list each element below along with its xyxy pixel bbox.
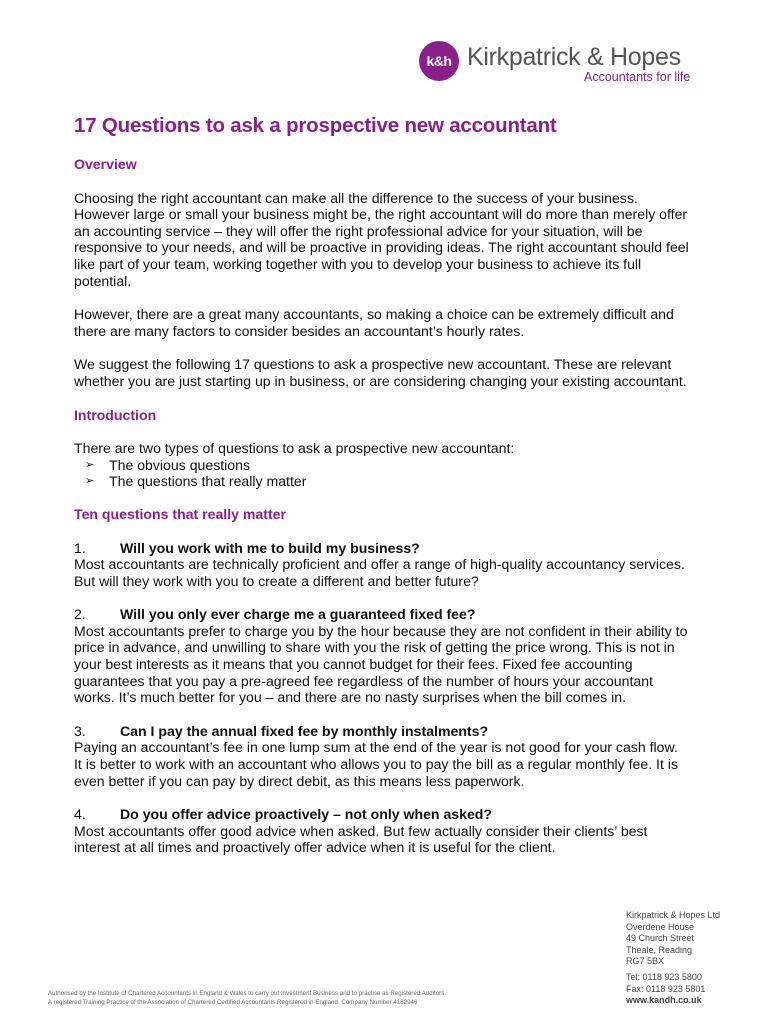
- bullet-text: The questions that really matter: [109, 473, 307, 490]
- question-text: Can I pay the annual fixed fee by monthly instalments?: [120, 722, 489, 739]
- question-text: Will you work with me to build my business?: [120, 539, 420, 556]
- company-logo: [419, 41, 709, 83]
- footer-line-2: A registered Training Practice of the Association of Chartered Certified Accountants Registered in England. Company Number 4182946: [48, 998, 418, 1006]
- document-title: 17 Questions to ask a prospective new accountant: [74, 114, 557, 137]
- question-text: Will you only ever charge me a guaranteed fixed fee?: [120, 606, 476, 623]
- address-line: 49 Church Street: [626, 933, 695, 944]
- overview-paragraph-2: However, there are a great many accountants, so making a choice can be extremely difficult and there are many factors to consider besides an accountant’s hourly rates.: [74, 306, 674, 339]
- address-line: RG7 5BX: [626, 956, 665, 967]
- ten-questions-heading: Ten questions that really matter: [74, 505, 286, 522]
- overview-paragraph-3: We suggest the following 17 questions to ask a prospective new accountant. These are relevant whether you are just starting up in business, or are considering changing your existing accountant.: [74, 356, 687, 389]
- question-number: 1.: [74, 539, 86, 556]
- question-answer: Paying an accountant’s fee in one lump sum at the end of the year is not good for your cash flow. It is better to work with an accountant who allows you to pay the bill as a regular monthly fee. It is even better if you can pay by direct debit, as this means less paperwork.: [74, 739, 678, 789]
- address-line: Theale, Reading: [626, 944, 693, 955]
- question-number: 3.: [74, 722, 86, 739]
- website-link[interactable]: www.kandh.co.uk: [626, 995, 702, 1006]
- list-item: [85, 457, 689, 474]
- legal-footer: [48, 990, 608, 1007]
- logo-badge: k&h: [419, 41, 459, 81]
- question-title: [74, 806, 689, 823]
- fax-number: Fax: 0118 923 5801: [626, 983, 706, 994]
- footer-line-1: Authorised by the Institute of Chartered Accountants in England & Wales to carry out Investment Business and to practise as Registered Auditors.: [48, 990, 447, 997]
- address-line: Overdene House: [626, 921, 695, 932]
- bullet-text: The obvious questions: [109, 456, 251, 473]
- question-text: Do you offer advice proactively – not only when asked?: [120, 806, 493, 823]
- logo-tagline: Accountants for life: [584, 70, 691, 84]
- telephone-number: Tel: 0118 923 5800: [626, 972, 702, 982]
- address-line: Kirkpatrick & Hopes Ltd: [626, 910, 721, 920]
- overview-heading: Overview: [74, 156, 137, 172]
- question-answer: Most accountants are technically proficient and offer a range of high-quality accountancy services. But will they work with you to create a different and better future?: [74, 556, 685, 589]
- list-item: [85, 473, 689, 490]
- question-answer: Most accountants prefer to charge you by the hour because they are not confident in their ability to price in advance, and unwilling to share with you the risk of getting the price wrong. This is not in your best interests as it means that you cannot budget for their fees. Fixed fee accounting guarantees that you pay a pre-agreed fee regardless of the number of hours your accountant works. It’s much better for you – and there are no nasty surprises when the bill comes in.: [74, 622, 688, 706]
- question-item-2: [74, 606, 689, 706]
- logo-company-name: Kirkpatrick & Hopes: [467, 43, 681, 71]
- question-title: [74, 606, 689, 623]
- question-number: 2.: [74, 606, 86, 623]
- company-address: [626, 910, 720, 968]
- company-contact: [626, 972, 705, 1007]
- document-body: [74, 114, 689, 873]
- question-item-4: [74, 806, 689, 856]
- question-number: 4.: [74, 806, 86, 823]
- introduction-heading: Introduction: [74, 406, 157, 423]
- question-item-3: [74, 723, 689, 789]
- introduction-lead: There are two types of questions to ask a prospective new accountant:: [74, 440, 515, 457]
- question-title: [74, 540, 689, 557]
- question-item-1: [74, 540, 689, 590]
- question-answer: Most accountants offer good advice when asked. But few actually consider their clients’ best interest at all times and proactively offer advice when it is useful for the client.: [74, 822, 648, 856]
- overview-paragraph-1: Choosing the right accountant can make all the difference to the success of your business. However large or small your business might be, the right accountant will do more than merely offer an accounting service – they will offer the right professional advice for your situation, will be responsive to your needs, and will be proactive in providing ideas. The right accountant should feel like part of your team, working together with you to develop your business to achieve its full potential.: [74, 189, 689, 289]
- arrow-bullet-icon: ➢: [85, 458, 95, 471]
- introduction-bullet-list: [74, 457, 689, 490]
- question-title: [74, 723, 689, 740]
- arrow-bullet-icon: ➢: [85, 475, 95, 488]
